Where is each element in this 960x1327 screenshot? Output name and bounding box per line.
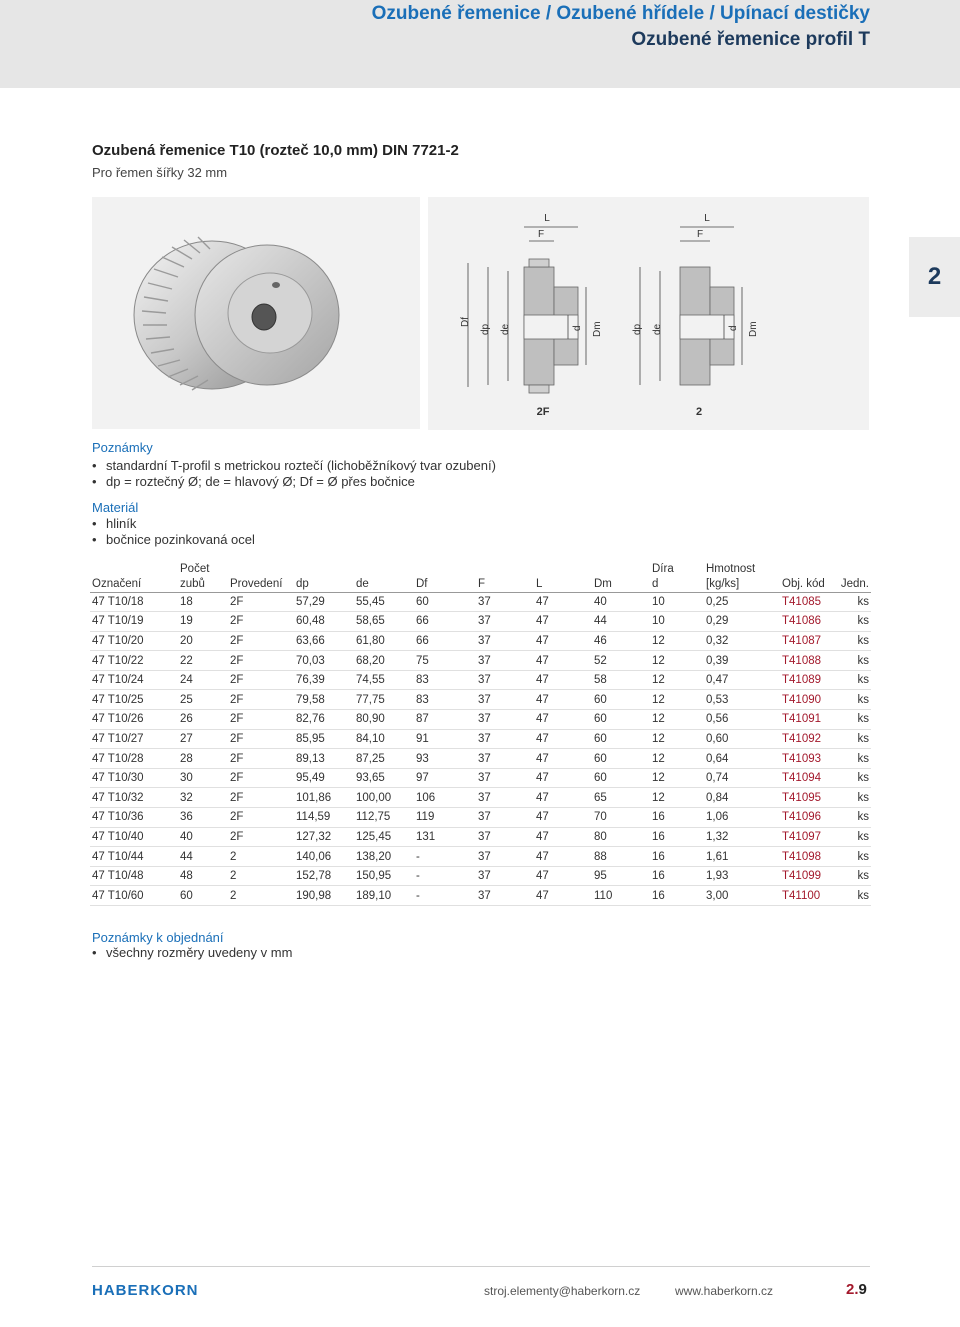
table-row: [90, 847, 871, 867]
table-cell: 47 T10/32: [90, 788, 178, 808]
table-cell: ks: [838, 749, 871, 769]
table-cell: 44: [592, 612, 650, 632]
drawing-type-2: [632, 213, 759, 418]
table-cell: ks: [838, 847, 871, 867]
table-cell: 2: [228, 886, 294, 906]
table-cell: 65: [592, 788, 650, 808]
dim-label-de: de: [652, 323, 663, 335]
table-cell: 79,58: [294, 690, 354, 710]
table-cell: ks: [838, 866, 871, 886]
product-title: Ozubená řemenice T10 (rozteč 10,0 mm) DIN 7721-2: [92, 142, 459, 159]
table-cell: ks: [838, 651, 871, 671]
table-cell: 37: [476, 690, 534, 710]
table-cell: 87,25: [354, 749, 414, 769]
table-cell: 68,20: [354, 651, 414, 671]
table-cell: 47: [534, 808, 592, 828]
table-cell: ks: [838, 827, 871, 847]
table-cell: 37: [476, 592, 534, 612]
dim-label-Df: Df: [460, 317, 471, 327]
table-cell: 22: [178, 651, 228, 671]
order-code-cell[interactable]: T41095: [780, 788, 838, 808]
table-cell: 76,39: [294, 670, 354, 690]
header-subtitle: Ozubené řemenice profil T: [631, 29, 870, 50]
table-cell: 93: [414, 749, 476, 769]
table-cell: 16: [650, 886, 704, 906]
table-cell: 47: [534, 592, 592, 612]
order-notes-heading: Poznámky k objednání: [92, 930, 224, 945]
table-cell: 2F: [228, 788, 294, 808]
table-cell: 60: [592, 768, 650, 788]
table-cell: 26: [178, 710, 228, 730]
table-cell: 61,80: [354, 631, 414, 651]
table-cell: 47 T10/60: [90, 886, 178, 906]
table-cell: 0,60: [704, 729, 780, 749]
table-row: [90, 690, 871, 710]
table-cell: 47: [534, 690, 592, 710]
table-cell: 37: [476, 768, 534, 788]
table-cell: 37: [476, 866, 534, 886]
table-cell: 12: [650, 788, 704, 808]
table-cell: ks: [838, 631, 871, 651]
table-cell: 95,49: [294, 768, 354, 788]
table-cell: ks: [838, 886, 871, 906]
table-cell: 74,55: [354, 670, 414, 690]
table-cell: 46: [592, 631, 650, 651]
table-cell: 37: [476, 788, 534, 808]
table-cell: 37: [476, 612, 534, 632]
table-row: [90, 592, 871, 612]
order-code-cell[interactable]: T41099: [780, 866, 838, 886]
table-cell: 16: [650, 847, 704, 867]
order-code-cell[interactable]: T41092: [780, 729, 838, 749]
table-cell: 3,00: [704, 886, 780, 906]
col-header: F: [476, 558, 534, 592]
haberkorn-logo[interactable]: HABERKORN: [92, 1282, 199, 1299]
dim-label-d: d: [572, 325, 583, 331]
order-code-cell[interactable]: T41100: [780, 886, 838, 906]
dim-label-de: de: [500, 323, 511, 335]
table-cell: 40: [178, 827, 228, 847]
table-cell: 127,32: [294, 827, 354, 847]
table-cell: 47: [534, 729, 592, 749]
table-cell: 47 T10/19: [90, 612, 178, 632]
dim-label-Dm: Dm: [592, 321, 603, 337]
table-cell: ks: [838, 710, 871, 730]
table-cell: 10: [650, 592, 704, 612]
table-cell: 114,59: [294, 808, 354, 828]
table-cell: 60,48: [294, 612, 354, 632]
col-header: Hmotnost [kg/ks]: [704, 558, 780, 592]
dim-label-F: F: [537, 229, 545, 240]
table-cell: 60: [592, 710, 650, 730]
order-code-cell[interactable]: T41094: [780, 768, 838, 788]
table-row: [90, 749, 871, 769]
table-cell: 18: [178, 592, 228, 612]
table-row: [90, 710, 871, 730]
header-title: Ozubené řemenice / Ozubené hřídele / Upínací destičky: [371, 3, 870, 24]
table-cell: 28: [178, 749, 228, 769]
table-cell: 47: [534, 670, 592, 690]
table-cell: 83: [414, 670, 476, 690]
table-cell: 0,53: [704, 690, 780, 710]
table-cell: 0,25: [704, 592, 780, 612]
table-cell: 37: [476, 631, 534, 651]
table-cell: 70,03: [294, 651, 354, 671]
col-header: Počet zubů: [178, 558, 228, 592]
table-row: [90, 827, 871, 847]
order-code-cell[interactable]: T41097: [780, 827, 838, 847]
table-cell: ks: [838, 788, 871, 808]
table-cell: 2: [228, 866, 294, 886]
table-cell: 2F: [228, 612, 294, 632]
table-cell: 88: [592, 847, 650, 867]
table-cell: 2F: [228, 670, 294, 690]
page-number: 2.9: [846, 1281, 867, 1298]
table-cell: 20: [178, 631, 228, 651]
table-cell: 2F: [228, 592, 294, 612]
spec-table: [90, 558, 871, 906]
notes-heading: Poznámky: [92, 440, 153, 455]
table-cell: 47: [534, 866, 592, 886]
col-header: Označení: [90, 558, 178, 592]
table-row: [90, 729, 871, 749]
table-cell: 37: [476, 749, 534, 769]
table-cell: ks: [838, 808, 871, 828]
material-item: • hliník: [92, 516, 255, 532]
col-header: dp: [294, 558, 354, 592]
order-notes-list: [92, 945, 292, 961]
table-cell: 47: [534, 612, 592, 632]
drawing-type-label: 2: [695, 406, 703, 418]
col-header: Jedn.: [838, 558, 871, 592]
table-cell: ks: [838, 690, 871, 710]
table-header-row: [90, 558, 871, 592]
table-cell: -: [414, 847, 476, 867]
table-cell: ks: [838, 670, 871, 690]
material-list: [92, 516, 255, 547]
spec-table-body: [90, 592, 871, 906]
technical-drawing: [428, 197, 869, 430]
table-cell: 91: [414, 729, 476, 749]
table-cell: 37: [476, 827, 534, 847]
table-cell: 87: [414, 710, 476, 730]
table-cell: 77,75: [354, 690, 414, 710]
table-row: [90, 788, 871, 808]
table-cell: 32: [178, 788, 228, 808]
table-cell: 1,06: [704, 808, 780, 828]
table-cell: ks: [838, 729, 871, 749]
col-header: Obj. kód: [780, 558, 838, 592]
table-cell: 1,61: [704, 847, 780, 867]
table-cell: 47: [534, 768, 592, 788]
dim-label-Dm: Dm: [748, 321, 759, 337]
footer-divider: [92, 1266, 870, 1267]
table-cell: 24: [178, 670, 228, 690]
table-cell: 16: [650, 827, 704, 847]
table-cell: 37: [476, 808, 534, 828]
table-cell: 58: [592, 670, 650, 690]
order-code-cell[interactable]: T41086: [780, 612, 838, 632]
table-row: [90, 886, 871, 906]
col-header: Df: [414, 558, 476, 592]
order-code-cell[interactable]: T41096: [780, 808, 838, 828]
table-cell: 2F: [228, 651, 294, 671]
dim-label-dp: dp: [480, 323, 491, 335]
product-image: [92, 197, 420, 429]
dim-label-L: L: [704, 213, 710, 224]
col-header: Díra d: [650, 558, 704, 592]
table-cell: 75: [414, 651, 476, 671]
table-cell: 12: [650, 749, 704, 769]
order-code-cell[interactable]: T41087: [780, 631, 838, 651]
footer-web-link[interactable]: www.haberkorn.cz: [675, 1284, 774, 1298]
pulley-illustration: [92, 197, 420, 429]
table-cell: 27: [178, 729, 228, 749]
table-cell: 66: [414, 631, 476, 651]
dim-label-d: d: [728, 325, 739, 331]
dim-label-L: L: [544, 213, 550, 224]
table-row: [90, 670, 871, 690]
table-cell: 47: [534, 886, 592, 906]
table-cell: 1,32: [704, 827, 780, 847]
table-cell: ks: [838, 612, 871, 632]
drawing-type-label: 2F: [536, 406, 550, 418]
table-cell: 0,29: [704, 612, 780, 632]
table-cell: 0,64: [704, 749, 780, 769]
table-cell: 60: [592, 749, 650, 769]
order-code-cell[interactable]: T41098: [780, 847, 838, 867]
table-cell: 19: [178, 612, 228, 632]
col-header: L: [534, 558, 592, 592]
order-code-cell[interactable]: T41088: [780, 651, 838, 671]
table-cell: -: [414, 886, 476, 906]
note-item: • dp = roztečný Ø; de = hlavový Ø; Df = Ø přes bočnice: [92, 474, 496, 490]
table-row: [90, 866, 871, 886]
table-cell: 2F: [228, 631, 294, 651]
table-cell: 138,20: [354, 847, 414, 867]
table-cell: 82,76: [294, 710, 354, 730]
table-cell: 60: [178, 886, 228, 906]
table-cell: 2F: [228, 729, 294, 749]
table-cell: 47 T10/24: [90, 670, 178, 690]
table-cell: ks: [838, 592, 871, 612]
table-cell: -: [414, 866, 476, 886]
table-cell: 110: [592, 886, 650, 906]
table-cell: 25: [178, 690, 228, 710]
order-code-cell[interactable]: T41093: [780, 749, 838, 769]
table-cell: 0,32: [704, 631, 780, 651]
table-cell: 106: [414, 788, 476, 808]
table-cell: 100,00: [354, 788, 414, 808]
table-cell: 12: [650, 768, 704, 788]
table-cell: 70: [592, 808, 650, 828]
table-cell: 47 T10/27: [90, 729, 178, 749]
table-cell: 47 T10/36: [90, 808, 178, 828]
table-cell: 37: [476, 710, 534, 730]
table-cell: 80,90: [354, 710, 414, 730]
table-cell: ks: [838, 768, 871, 788]
table-cell: 190,98: [294, 886, 354, 906]
table-cell: 12: [650, 690, 704, 710]
material-item: • bočnice pozinkovaná ocel: [92, 532, 255, 548]
table-cell: 1,93: [704, 866, 780, 886]
order-code-cell[interactable]: T41091: [780, 710, 838, 730]
table-cell: 2F: [228, 808, 294, 828]
table-cell: 47 T10/48: [90, 866, 178, 886]
table-cell: 112,75: [354, 808, 414, 828]
table-cell: 37: [476, 847, 534, 867]
table-cell: 0,84: [704, 788, 780, 808]
table-cell: 47: [534, 651, 592, 671]
table-cell: 47: [534, 847, 592, 867]
table-cell: 47 T10/30: [90, 768, 178, 788]
table-cell: 47: [534, 631, 592, 651]
table-cell: 36: [178, 808, 228, 828]
table-cell: 140,06: [294, 847, 354, 867]
note-item: • standardní T-profil s metrickou roztečí (lichoběžníkový tvar ozubení): [92, 458, 496, 474]
table-cell: 37: [476, 886, 534, 906]
table-cell: 152,78: [294, 866, 354, 886]
dim-label-F: F: [696, 229, 704, 240]
dim-label-dp: dp: [632, 323, 643, 335]
table-cell: 84,10: [354, 729, 414, 749]
table-cell: 12: [650, 729, 704, 749]
drawing-type-2f: [460, 213, 603, 418]
col-header: Dm: [592, 558, 650, 592]
table-cell: 83: [414, 690, 476, 710]
table-cell: 37: [476, 729, 534, 749]
footer-email-link[interactable]: stroj.elementy@haberkorn.cz: [484, 1284, 641, 1298]
table-cell: 2F: [228, 690, 294, 710]
table-cell: 97: [414, 768, 476, 788]
table-cell: 80: [592, 827, 650, 847]
table-cell: 60: [592, 729, 650, 749]
table-cell: 0,47: [704, 670, 780, 690]
table-cell: 60: [414, 592, 476, 612]
order-code-cell[interactable]: T41085: [780, 592, 838, 612]
table-row: [90, 631, 871, 651]
table-cell: 10: [650, 612, 704, 632]
table-cell: 0,39: [704, 651, 780, 671]
table-cell: 66: [414, 612, 476, 632]
table-cell: 12: [650, 631, 704, 651]
col-header: Provedení: [228, 558, 294, 592]
table-cell: 101,86: [294, 788, 354, 808]
table-cell: 37: [476, 651, 534, 671]
order-note-item: • všechny rozměry uvedeny v mm: [92, 945, 292, 961]
table-cell: 85,95: [294, 729, 354, 749]
table-cell: 12: [650, 670, 704, 690]
table-cell: 131: [414, 827, 476, 847]
table-cell: 47 T10/44: [90, 847, 178, 867]
table-cell: 37: [476, 670, 534, 690]
table-cell: 2: [228, 847, 294, 867]
table-cell: 2F: [228, 710, 294, 730]
table-cell: 47 T10/22: [90, 651, 178, 671]
table-cell: 47 T10/18: [90, 592, 178, 612]
table-cell: 57,29: [294, 592, 354, 612]
order-code-cell[interactable]: T41089: [780, 670, 838, 690]
table-cell: 47 T10/40: [90, 827, 178, 847]
order-code-cell[interactable]: T41090: [780, 690, 838, 710]
table-cell: 58,65: [354, 612, 414, 632]
table-cell: 47 T10/20: [90, 631, 178, 651]
table-cell: 2F: [228, 768, 294, 788]
table-cell: 16: [650, 808, 704, 828]
table-cell: 47 T10/26: [90, 710, 178, 730]
table-cell: 47 T10/25: [90, 690, 178, 710]
table-cell: 95: [592, 866, 650, 886]
table-cell: 44: [178, 847, 228, 867]
table-cell: 89,13: [294, 749, 354, 769]
material-heading: Materiál: [92, 500, 139, 515]
section-tab[interactable]: 2: [909, 237, 960, 317]
table-cell: 60: [592, 690, 650, 710]
table-cell: 52: [592, 651, 650, 671]
table-cell: 12: [650, 651, 704, 671]
notes-list: [92, 458, 496, 489]
table-cell: 2F: [228, 827, 294, 847]
table-cell: 47 T10/28: [90, 749, 178, 769]
table-cell: 2F: [228, 749, 294, 769]
table-cell: 119: [414, 808, 476, 828]
table-cell: 55,45: [354, 592, 414, 612]
table-cell: 63,66: [294, 631, 354, 651]
table-cell: 93,65: [354, 768, 414, 788]
table-cell: 0,74: [704, 768, 780, 788]
table-row: [90, 768, 871, 788]
table-cell: 16: [650, 866, 704, 886]
table-row: [90, 612, 871, 632]
product-subtitle: Pro řemen šířky 32 mm: [92, 165, 228, 180]
table-cell: 47: [534, 827, 592, 847]
table-cell: 150,95: [354, 866, 414, 886]
table-cell: 12: [650, 710, 704, 730]
table-cell: 47: [534, 710, 592, 730]
table-cell: 125,45: [354, 827, 414, 847]
table-cell: 40: [592, 592, 650, 612]
table-row: [90, 651, 871, 671]
table-cell: 48: [178, 866, 228, 886]
table-cell: 47: [534, 788, 592, 808]
col-header: de: [354, 558, 414, 592]
table-cell: 0,56: [704, 710, 780, 730]
table-cell: 47: [534, 749, 592, 769]
table-row: [90, 808, 871, 828]
table-cell: 189,10: [354, 886, 414, 906]
table-cell: 30: [178, 768, 228, 788]
